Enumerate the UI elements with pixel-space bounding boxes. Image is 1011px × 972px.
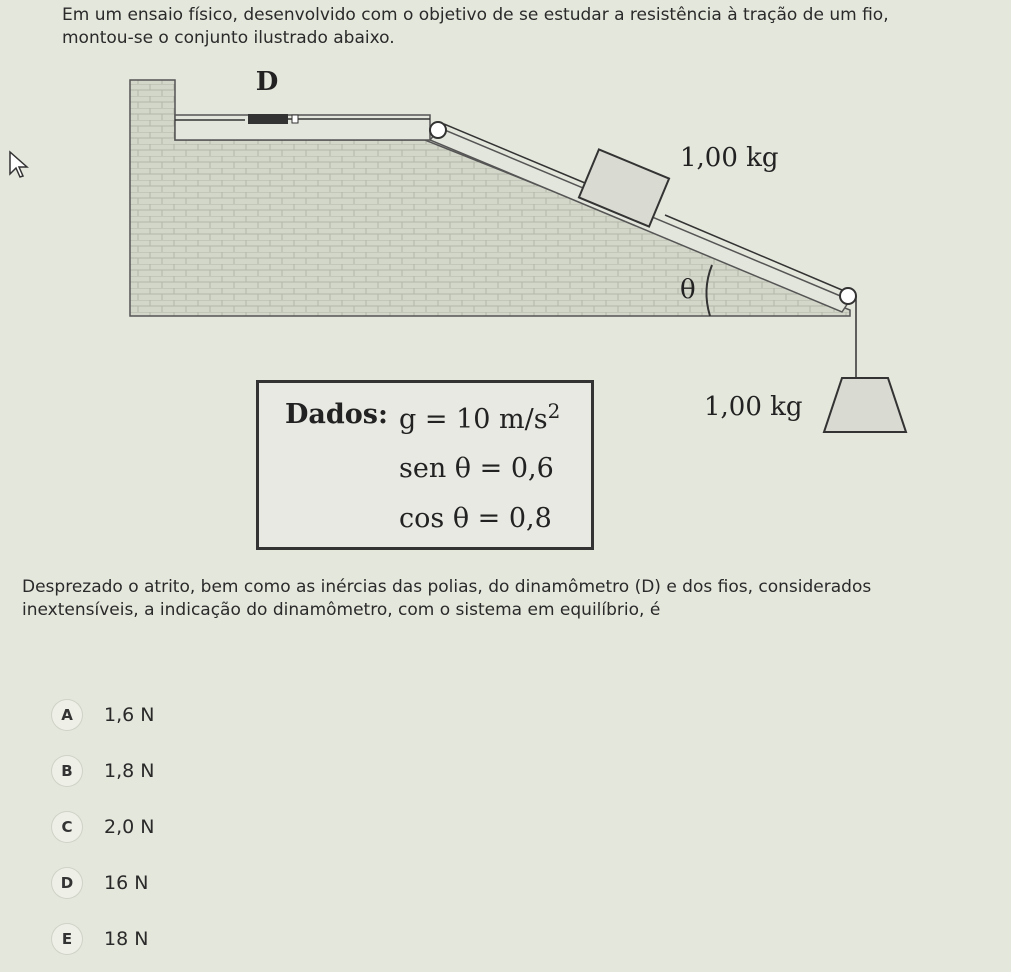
sen-value: sen θ = 0,6 — [399, 453, 554, 484]
option-d-letter: D — [52, 868, 82, 898]
intro-text: Em um ensaio físico, desenvolvido com o objetivo de se estudar a resistência à tração de um fio, montou-se o conjunto ilustrado abaixo. — [62, 5, 889, 48]
data-box — [256, 380, 594, 550]
option-d[interactable] — [52, 866, 352, 900]
option-b-letter: B — [52, 756, 82, 786]
hanging-block-mass: 1,00 kg — [704, 392, 803, 422]
option-b[interactable] — [52, 754, 352, 788]
top-block-mass: 1,00 kg — [680, 143, 779, 173]
angle-label: θ — [680, 275, 696, 305]
physics-diagram — [120, 60, 890, 380]
option-e-text: 18 N — [104, 928, 149, 950]
gravity-value — [399, 399, 560, 435]
option-b-text: 1,8 N — [104, 760, 155, 782]
data-box-label: Dados: — [285, 399, 388, 430]
dynamometer-icon — [248, 114, 300, 124]
option-e[interactable] — [52, 922, 352, 956]
option-a[interactable] — [52, 698, 352, 732]
option-a-text: 1,6 N — [104, 704, 155, 726]
option-c-letter: C — [52, 812, 82, 842]
gravity-text: g = 10 m/s — [399, 404, 548, 435]
hanging-block — [820, 376, 910, 436]
cos-value: cos θ = 0,8 — [399, 503, 552, 534]
bottom-pulley-icon — [840, 288, 856, 304]
option-c-text: 2,0 N — [104, 816, 155, 838]
question-text: Desprezado o atrito, bem como as inércias das polias, do dinamômetro (D) e dos fios, considerados inextensíveis, a indicação do dinamômetro, com o sistema em equilíbrio, é — [22, 577, 872, 620]
mouse-cursor-icon — [8, 150, 30, 180]
option-c[interactable] — [52, 810, 352, 844]
option-a-letter: A — [52, 700, 82, 730]
option-d-text: 16 N — [104, 872, 149, 894]
dynamometer-label: D — [255, 67, 279, 97]
gravity-exponent: 2 — [547, 399, 561, 423]
top-pulley-icon — [430, 122, 446, 138]
option-e-letter: E — [52, 924, 82, 954]
